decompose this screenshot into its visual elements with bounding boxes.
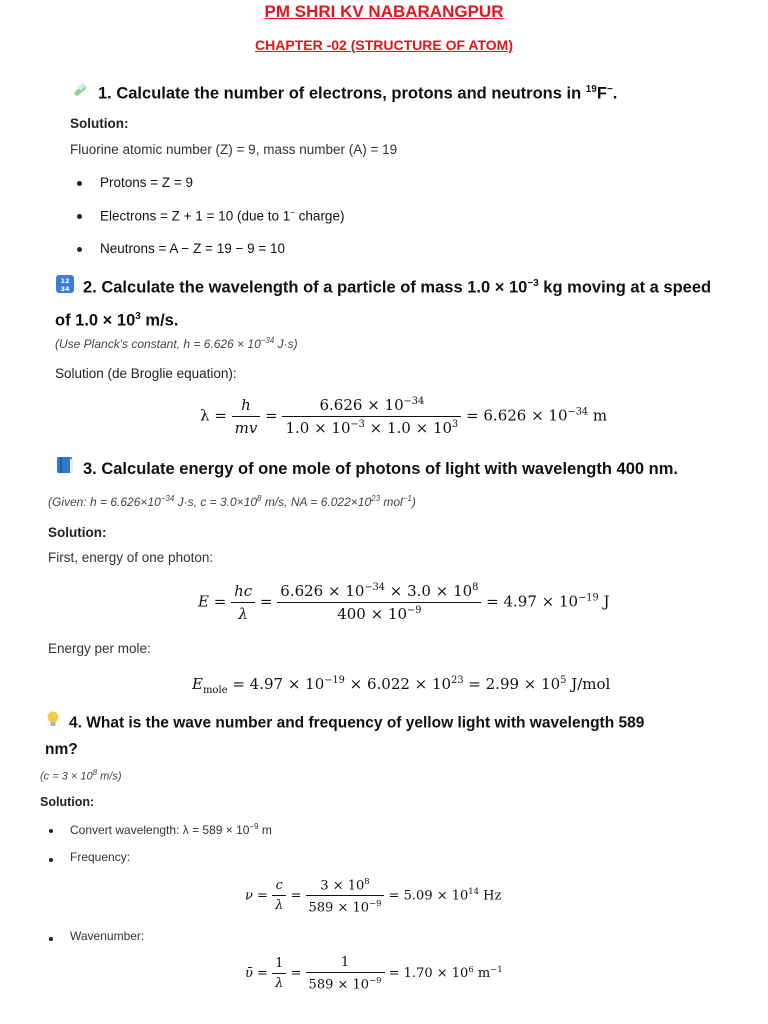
given-constants <box>48 494 416 509</box>
solution-label-4: Solution: <box>40 795 95 809</box>
frac-num: 1 <box>275 956 284 972</box>
given-s1: −34 <box>160 494 175 503</box>
result-sup: 6 <box>468 963 474 974</box>
frac-den <box>282 416 461 437</box>
eq-lhs: E = <box>198 592 227 611</box>
den-b: × 1.0 × 10 <box>364 419 453 437</box>
equation-energy-per-mole <box>192 675 610 696</box>
q2-line1: 2. Calculate the wavelength of a particle of mass 1.0 × 10 <box>83 278 528 297</box>
per-mole-label: Energy per mole: <box>48 641 151 656</box>
den-sup: −9 <box>407 605 422 616</box>
eq-lhs-sub: mole <box>202 685 228 696</box>
question-3 <box>55 455 678 484</box>
fraction-values <box>282 396 461 437</box>
given-speed-of-light <box>40 768 122 783</box>
question-3-text: 3. Calculate energy of one mole of photons of light with wavelength 400 nm. <box>83 460 678 478</box>
frac-num: h <box>241 396 251 414</box>
eq-a: = 4.97 × 10 <box>227 675 325 693</box>
q2-line2: of 1.0 × 10 <box>55 311 136 330</box>
bullet-wavenumber: Wavenumber: <box>70 929 145 943</box>
frac-num: hc <box>234 582 253 600</box>
frac-num <box>306 876 385 895</box>
den-a: 400 × 10 <box>337 605 408 623</box>
eq-lhs: E <box>192 675 203 693</box>
frac-den: λ <box>231 602 255 623</box>
given-e: ) <box>411 495 416 509</box>
q2-line1-sup: −3 <box>527 278 539 289</box>
given-planck-b: J·s) <box>274 337 298 351</box>
frac-num: 1 <box>340 955 350 970</box>
question-1 <box>70 76 617 109</box>
q2-line2-end: m/s. <box>140 311 179 330</box>
frac-den <box>306 895 385 915</box>
equation-de-broglie <box>200 396 607 437</box>
result-unit-sup: −1 <box>490 963 503 974</box>
equation-frequency <box>245 876 501 916</box>
frac-den <box>277 602 481 623</box>
bullet-electrons-note-end: charge) <box>294 208 345 224</box>
bullet-dot <box>77 247 82 252</box>
given-a: (Given: h = 6.626×10 <box>48 495 161 509</box>
eq-s1: −19 <box>324 675 345 686</box>
fraction-values <box>306 876 385 916</box>
eq-equals: = <box>265 406 278 425</box>
frac-den: mv <box>232 416 261 437</box>
result-unit: J <box>598 592 610 611</box>
given-s4: −1 <box>402 494 412 503</box>
equation-photon-energy <box>198 582 609 623</box>
num-sup: −34 <box>403 396 425 407</box>
bullet-electrons <box>100 208 344 224</box>
fraction-1-lambda <box>272 956 286 991</box>
bullet-dot <box>49 937 53 941</box>
frac-den: λ <box>272 895 286 913</box>
solution-label-3: Solution: <box>48 525 107 540</box>
given-planck-sup: −34 <box>260 336 275 345</box>
eq-s2: 23 <box>451 675 464 686</box>
given-s2: 8 <box>257 494 262 503</box>
den-sup1: −3 <box>350 419 365 430</box>
den-a: 1.0 × 10 <box>285 419 351 437</box>
chapter-title: CHAPTER -02 (STRUCTURE OF ATOM) <box>255 37 513 53</box>
svg-text:12: 12 <box>60 276 70 285</box>
den-a: 589 × 10 <box>308 977 370 993</box>
given-d: mol <box>380 495 403 509</box>
eq-result: = 4.97 × 10 <box>486 592 579 611</box>
bullet-convert-wavelength <box>70 822 272 837</box>
result-sup: −19 <box>578 592 599 604</box>
result-unit: Hz <box>479 888 502 904</box>
isotope-mass: 19 <box>585 84 597 95</box>
question-2 <box>55 270 755 334</box>
eq-lhs: ῡ = <box>245 966 268 982</box>
svg-text:34: 34 <box>60 284 70 293</box>
eq-s3: 5 <box>560 675 567 686</box>
result-unit: m <box>588 406 608 425</box>
den-a: 589 × 10 <box>308 900 370 916</box>
eq-result: = 6.626 × 10 <box>466 406 568 425</box>
frac-den <box>306 972 385 992</box>
given-line-1: Fluorine atomic number (Z) = 9, mass number (A) = 19 <box>70 142 398 157</box>
num-s1: −34 <box>364 582 385 593</box>
given-b: m/s) <box>97 770 122 783</box>
frac-num <box>282 396 461 416</box>
eq-equals: = <box>290 966 302 982</box>
given-planck-a: (Use Planck's constant, h = 6.626 × 10 <box>55 337 261 351</box>
given-planck <box>55 336 298 351</box>
solution-label-1: Solution: <box>70 116 129 131</box>
den-sup2: 3 <box>452 419 459 430</box>
solution-label-2: Solution (de Broglie equation): <box>55 366 237 381</box>
num-s2: 8 <box>472 582 479 593</box>
eq-lhs: λ = <box>200 406 227 425</box>
bullet-electrons-note: (due to 1 <box>233 208 291 224</box>
isotope-charge: − <box>606 84 613 95</box>
bullet-frequency: Frequency: <box>70 850 131 864</box>
frac-num <box>277 582 481 602</box>
question-1-end: . <box>612 84 618 103</box>
bullet-electrons-text: Electrons = Z + 1 = 10 <box>100 208 234 224</box>
b1-b: m <box>258 823 272 837</box>
num-a: 3 × 10 <box>320 878 365 894</box>
given-s3: 23 <box>371 494 381 503</box>
eq-equals: = <box>259 592 273 611</box>
eq-result: = 5.09 × 10 <box>388 888 469 904</box>
b1-a: Convert wavelength: λ = 589 × 10 <box>70 823 250 837</box>
fraction-values <box>277 582 481 623</box>
test-tube-icon <box>70 80 90 109</box>
num-a: 6.626 × 10 <box>280 582 365 600</box>
den-sup: −9 <box>369 898 382 909</box>
fraction-values <box>306 955 385 992</box>
bullet-dot <box>49 829 53 833</box>
eq-d: J/mol <box>566 675 611 693</box>
question-4-line1: 4. What is the wave number and frequency of yellow light with wavelength 589 <box>69 714 645 732</box>
question-4 <box>45 710 745 763</box>
fraction-h-mv <box>232 396 261 437</box>
equation-wavenumber <box>245 955 503 992</box>
eq-b: × 6.022 × 10 <box>344 675 452 693</box>
result-unit: m <box>473 966 491 982</box>
b1-sup: −9 <box>249 822 259 831</box>
numbers-icon <box>55 274 75 303</box>
bullet-electrons-note-sup: − <box>290 208 295 217</box>
bullet-dot <box>77 214 82 219</box>
given-c: m/s, NA = 6.022×10 <box>261 495 372 509</box>
given-sup: 8 <box>92 768 98 777</box>
bullet-dot <box>49 858 53 862</box>
school-title: PM SHRI KV NABARANGPUR <box>264 2 504 21</box>
frac-den: λ <box>272 973 286 991</box>
eq-result: = 1.70 × 10 <box>388 966 469 982</box>
given-a: (c = 3 × 10 <box>40 770 93 783</box>
fraction-hc-lambda <box>231 582 255 623</box>
result-sup: −34 <box>567 406 589 418</box>
bullet-dot <box>77 181 82 186</box>
eq-lhs: ν = <box>245 888 268 904</box>
num-b: × 3.0 × 10 <box>385 582 473 600</box>
bullet-protons: Protons = Z = 9 <box>100 175 194 190</box>
fraction-c-lambda <box>272 878 286 913</box>
eq-equals: = <box>290 888 302 904</box>
question-1-text: 1. Calculate the number of electrons, protons and neutrons in <box>98 84 586 103</box>
book-icon <box>55 455 75 484</box>
result-sup: 14 <box>468 886 480 896</box>
num-sup: 8 <box>364 876 370 886</box>
num-a: 6.626 × 10 <box>319 396 404 414</box>
question-4-line2: nm? <box>45 741 78 758</box>
lightbulb-icon <box>45 710 61 737</box>
q2-line2-sup: 3 <box>135 310 141 322</box>
bullet-neutrons: Neutrons = A − Z = 19 − 9 = 10 <box>100 241 286 256</box>
first-photon-line: First, energy of one photon: <box>48 550 214 565</box>
den-sup: −9 <box>369 975 382 985</box>
given-b: J·s, c = 3.0×10 <box>174 495 258 509</box>
frac-num: c <box>275 878 283 894</box>
eq-c: = 2.99 × 10 <box>463 675 561 693</box>
isotope-symbol: F <box>596 84 607 103</box>
q2-line1-end: kg moving at a speed <box>538 278 712 297</box>
